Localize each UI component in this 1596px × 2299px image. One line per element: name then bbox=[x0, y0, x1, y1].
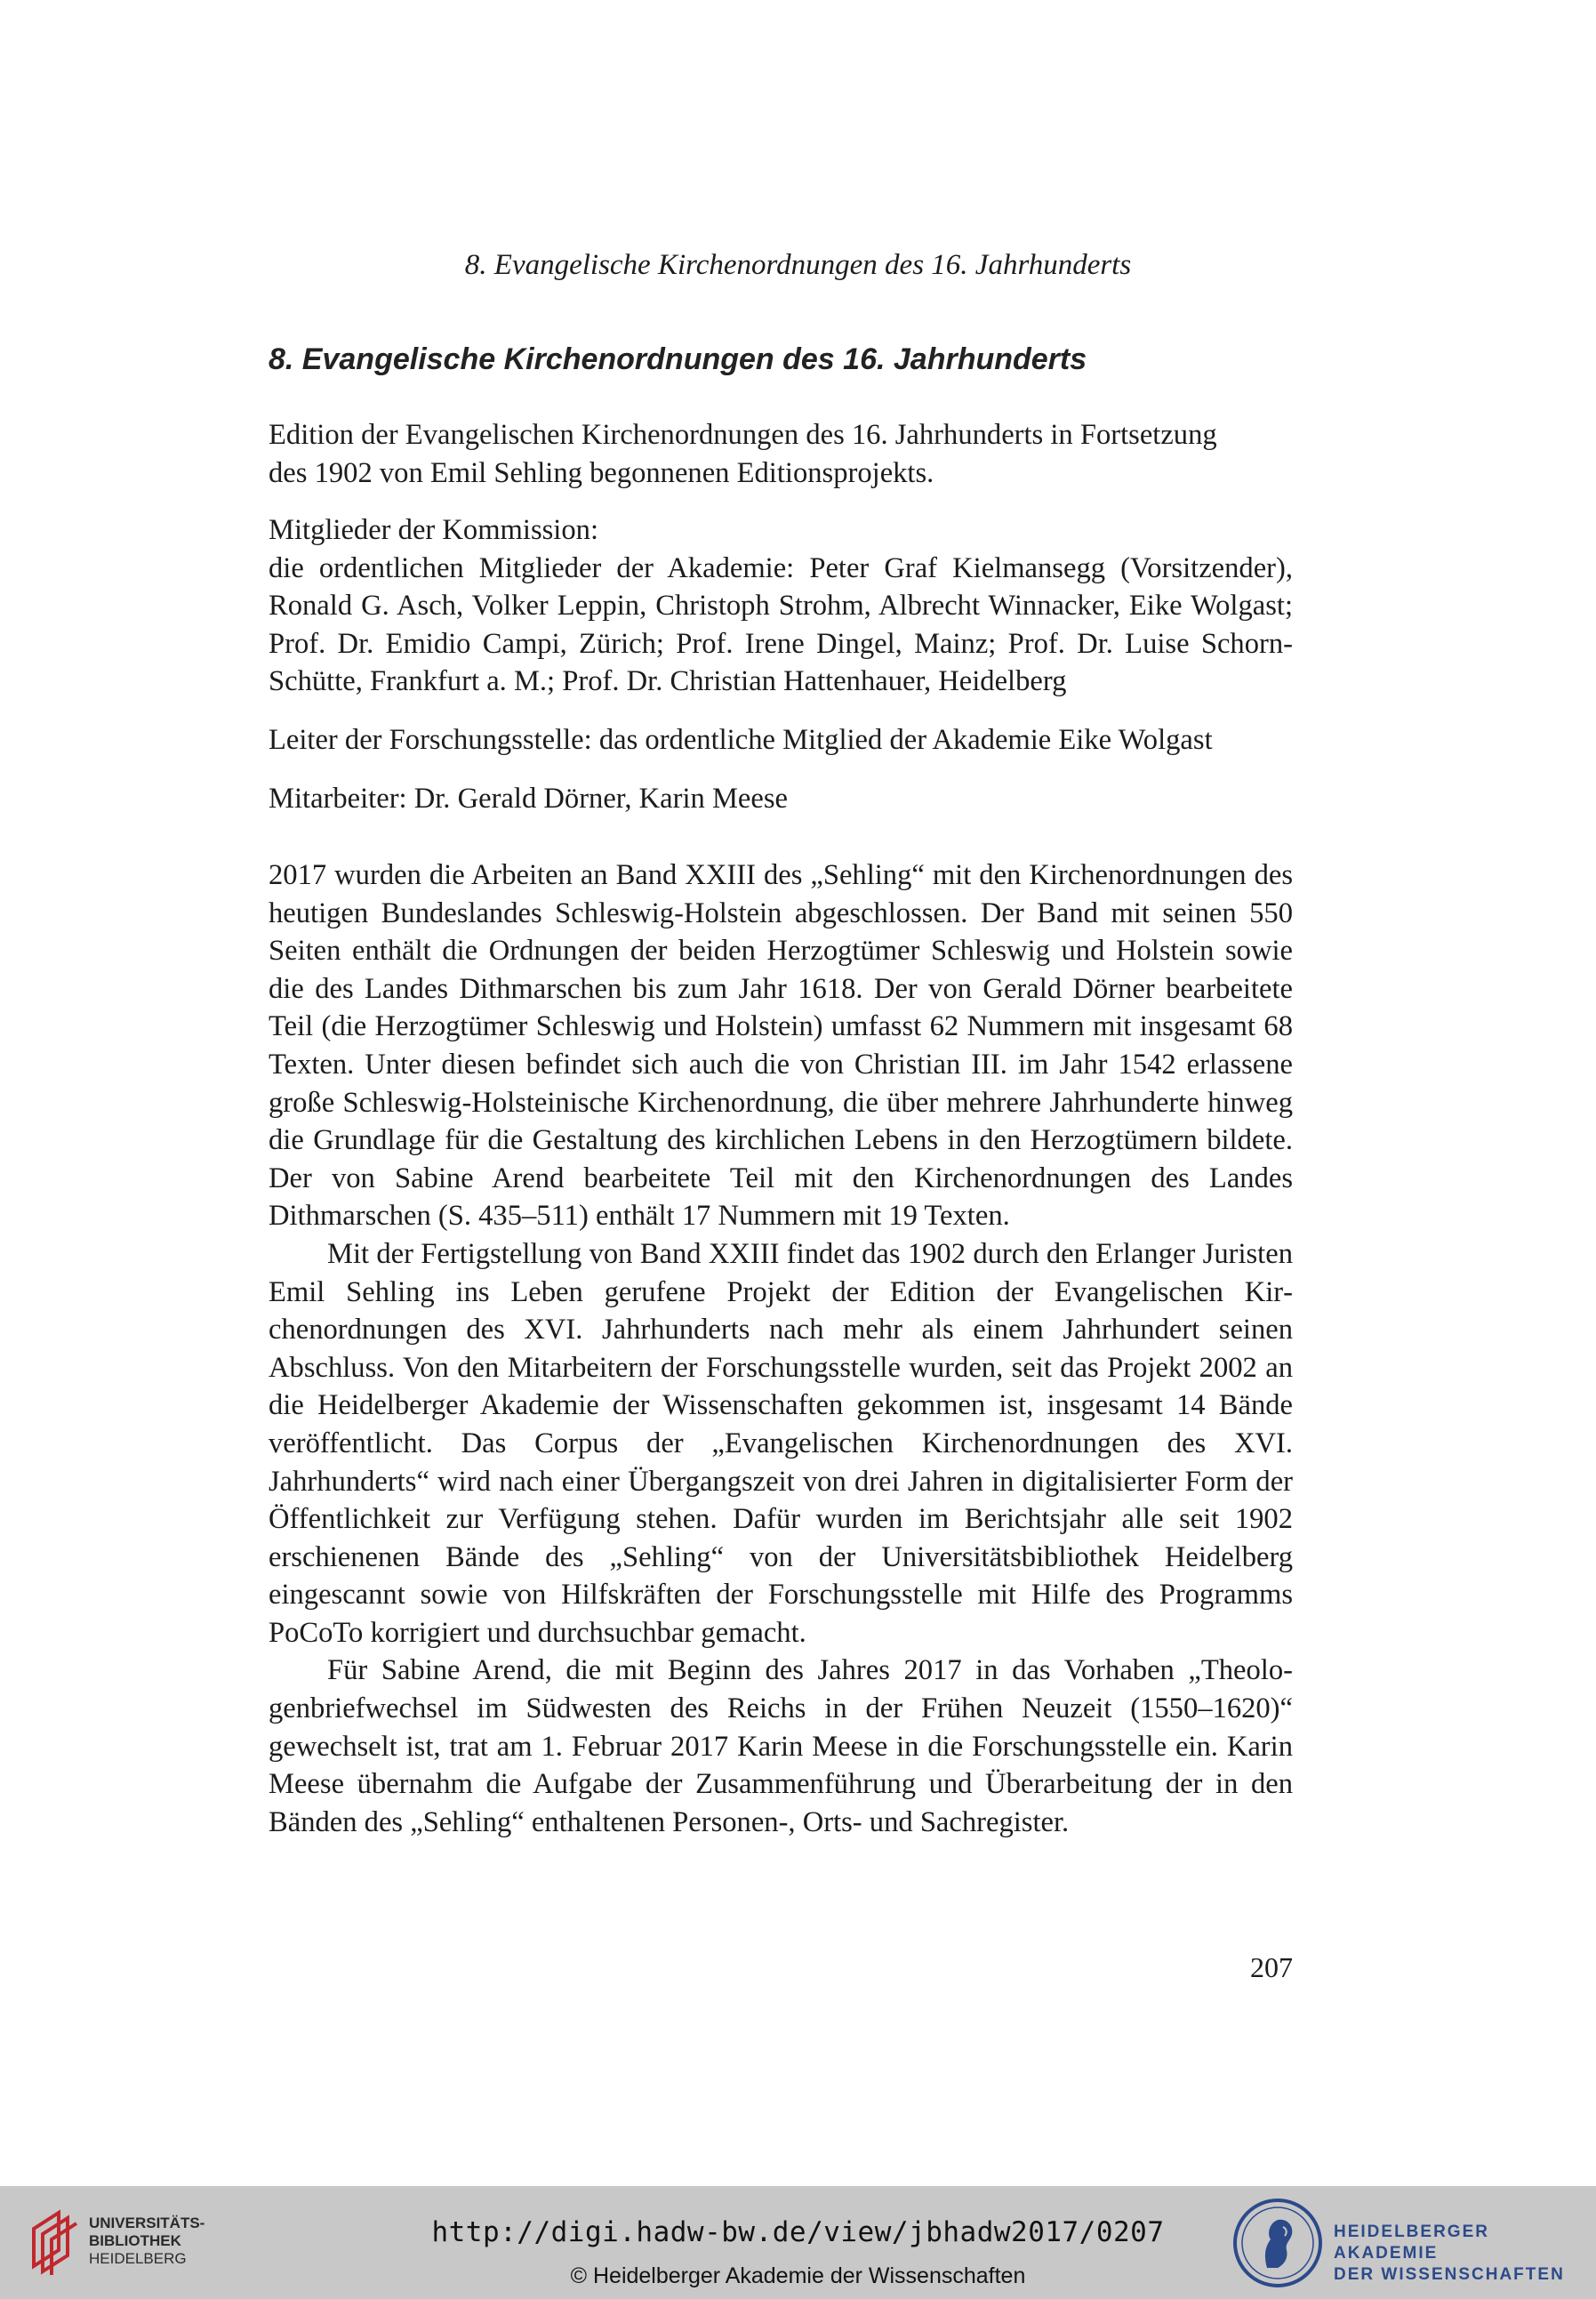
permalink-url[interactable]: http://digi.hadw-bw.de/view/jbhadw2017/0207 bbox=[431, 2216, 1165, 2248]
copyright-notice: © Heidelberger Akademie der Wissenschaften bbox=[570, 2263, 1026, 2288]
report-body bbox=[269, 856, 1293, 1841]
academy-name-line: DER WISSENSCHAFTEN bbox=[1334, 2265, 1565, 2284]
members-list: die ordentlichen Mitglieder der Akademie: Peter Graf Kielmansegg (Vorsitzender), Ronald G. Asch, Volker Leppin, Christoph Strohm, Albrecht Winnacker, Eike Wolgast; Prof. Dr. Emidio Campi, Zürich; Prof. Irene Dingel, Mainz; Prof. Dr. Luise Schorn-Schütte, Frankfurt a. M.; Prof. Dr. Christian Hattenhauer, Heidelberg bbox=[269, 551, 1293, 698]
library-name-line: BIBLIOTHEK bbox=[89, 2232, 181, 2249]
page-number: 207 bbox=[1250, 1951, 1293, 1983]
library-name-line: HEIDELBERG bbox=[89, 2250, 187, 2267]
hadw-seal-icon[interactable] bbox=[1231, 2197, 1324, 2289]
intro-line: des 1902 von Emil Sehling begonnenen Editionsprojekts. bbox=[269, 456, 934, 489]
staff-line: Mitarbeiter: Dr. Gerald Dörner, Karin Meese bbox=[269, 783, 788, 815]
section-title: 8. Evangelische Kirchenordnungen des 16. Jahrhunderts bbox=[269, 342, 1087, 376]
body-paragraph: Mit der Fertigstellung von Band XXIII findet das 1902 durch den Erlanger Juristen Emil Sehling ins Leben gerufene Projekt der Edition der Evangelischen Kirchenordnungen des XVI. Jahrhunderts nach mehr als einem Jahrhundert seinen Abschluss. Von den Mitarbeitern der Forschungsstelle wurden, seit das Projekt 2002 an die Heidelberger Akademie der Wissenschaften gekommen ist, insgesamt 14 Bände veröffentlicht. Das Corpus der „Evangelischen Kirchenordnungen des XVI. Jahrhunderts“ wird nach einer Übergangszeit von drei Jahren in digitalisierter Form der Öffentlichkeit zur Verfügung stehen. Dafür wurden im Berichtsjahr alle seit 1902 erschienenen Bände des „Sehling“ von der Universitätsbibliothek Heidelberg eingescannt sowie von Hilfskräften der Forschungsstelle mit Hilfe des Programms PoCoTo korrigiert und durchsuchbar gemacht. bbox=[269, 1237, 1293, 1649]
leader-line: Leiter der Forschungsstelle: das ordentliche Mitglied der Akademie Eike Wolgast bbox=[269, 724, 1213, 756]
academy-name-line: HEIDELBERGER AKADEMIE bbox=[1334, 2223, 1489, 2263]
members-heading: Mitglieder der Kommission: bbox=[269, 514, 598, 546]
library-name-line: UNIVERSITÄTS- bbox=[89, 2215, 205, 2231]
footer-bar bbox=[0, 2186, 1596, 2299]
running-head: 8. Evangelische Kirchenordnungen des 16. Jahrhunderts bbox=[464, 249, 1132, 281]
body-paragraph: Für Sabine Arend, die mit Beginn des Jahres 2017 in das Vorhaben „Theologenbriefwechsel im Südwesten des Reichs in der Frühen Neuzeit (1550–1620)“ gewechselt ist, trat am 1. Februar 2017 Karin Meese in die Forschungsstelle ein. Karin Meese übernahm die Aufgabe der Zusammenführung und Überarbeitung der in den Bänden des „Sehling“ enthaltenen Personen-, Orts- und Sachregister. bbox=[269, 1654, 1293, 1838]
body-paragraph: 2017 wurden die Arbeiten an Band XXIII des „Sehling“ mit den Kirchenordnungen des heutigen Bundeslandes Schleswig-Holstein abgeschlossen. Der Band mit seinen 550 Seiten enthält die Ordnungen der beiden Herzogtümer Schleswig und Holstein sowie die des Landes Dithmarschen bis zum Jahr 1618. Der von Gerald Dörner bearbeitete Teil (die Herzogtümer Schleswig und Holstein) umfasst 62 Nummern mit insgesamt 68 Texten. Unter diesen befindet sich auch die von Christian III. im Jahr 1542 erlassene große Schleswig-Holsteinische Kirchenordnung, die über mehrere Jahrhunderte hinweg die Grundlage für die Gestaltung des kirchlichen Lebens in den Herzogtümern bildete. Der von Sabine Arend bearbeitete Teil mit den Kirchenordnungen des Landes Dithmarschen (S. 435–511) enthält 17 Nummern mit 19 Texten. bbox=[269, 859, 1293, 1233]
academy-name bbox=[1334, 2222, 1596, 2286]
intro-block bbox=[269, 416, 1293, 492]
commission-block bbox=[269, 511, 1293, 701]
intro-line: Edition der Evangelischen Kirchenordnungen des 16. Jahrhunderts in Fortsetzung bbox=[269, 419, 1217, 451]
